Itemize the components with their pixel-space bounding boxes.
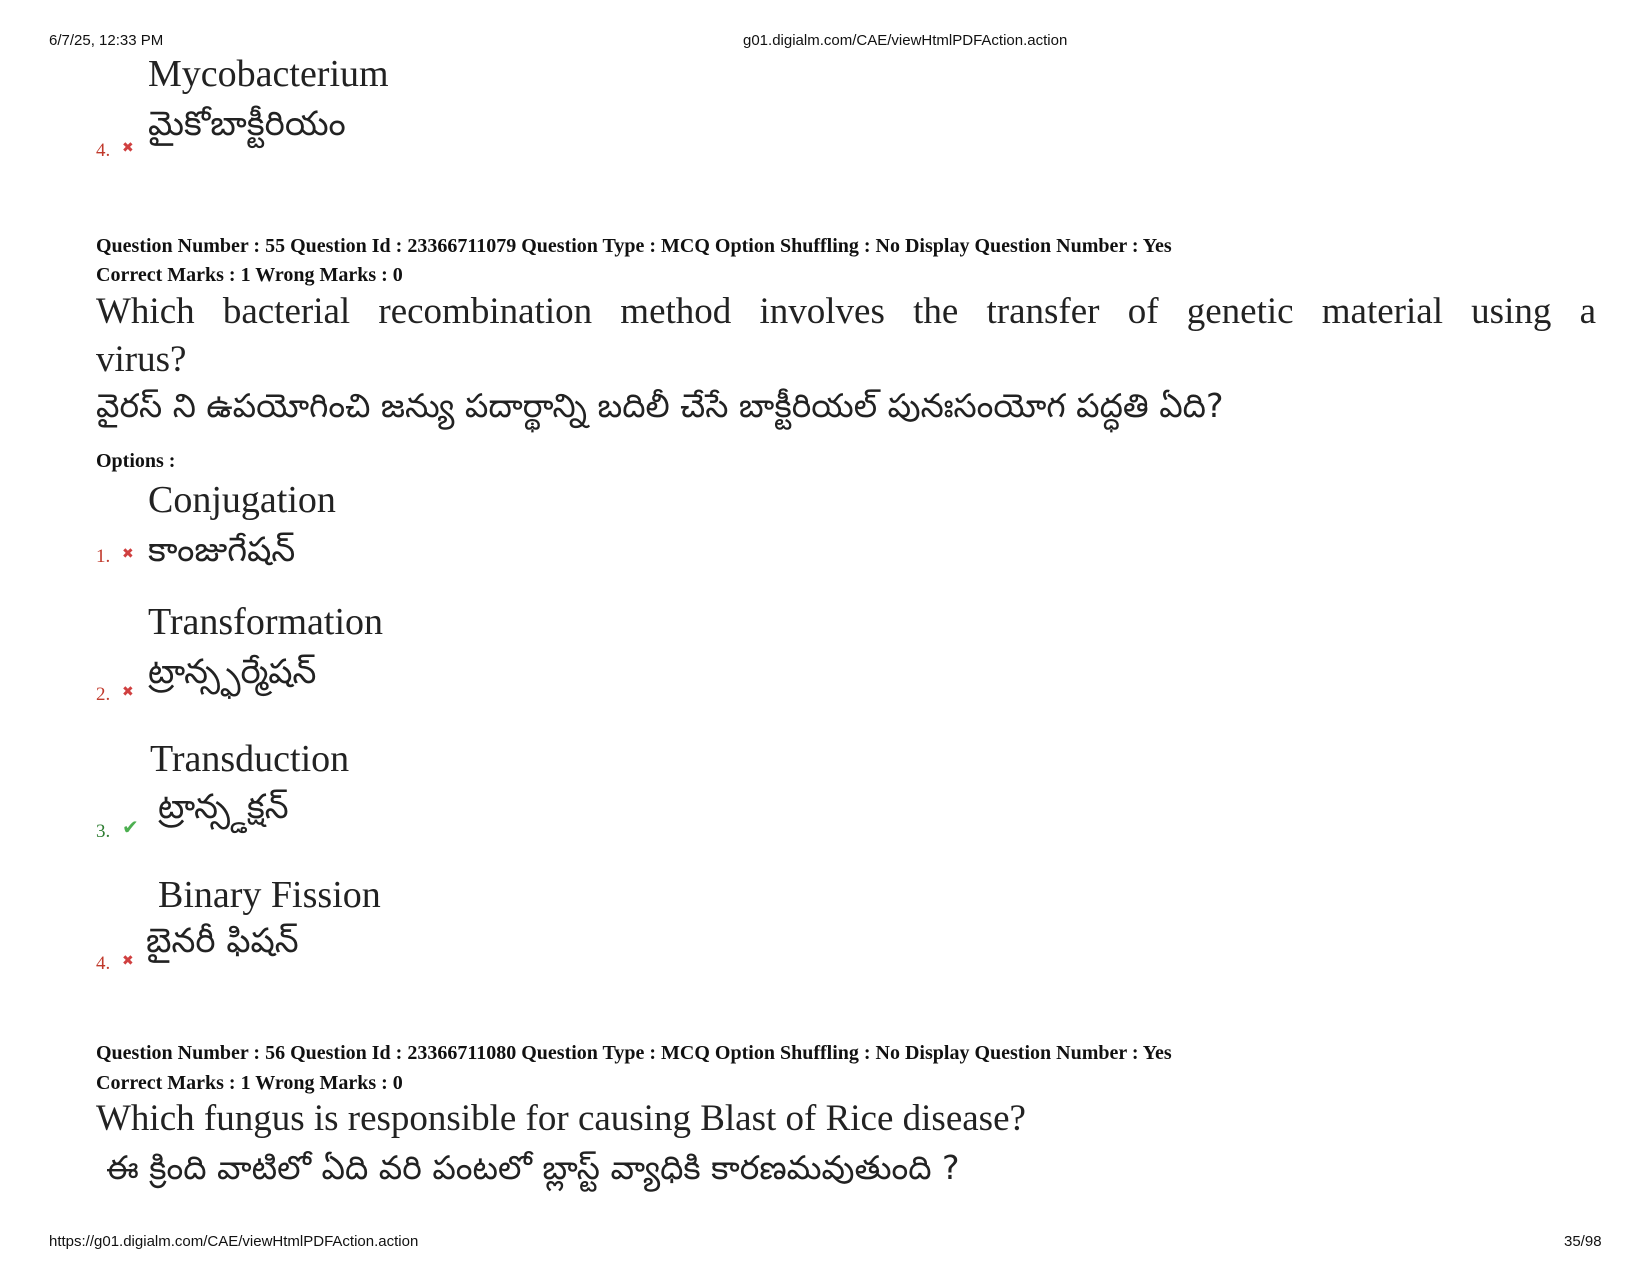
option-number: 4. — [96, 140, 111, 161]
question-marks: Correct Marks : 1 Wrong Marks : 0 — [96, 264, 403, 286]
option-telugu: మైకోబాక్టీరియం — [148, 104, 346, 144]
option-english: Conjugation — [148, 479, 336, 521]
page-number: 35/98 — [1564, 1233, 1602, 1250]
question-text-telugu: ఈ క్రింది వాటిలో ఏది వరి పంటలో బ్లాస్ట్ వ్యాధికి కారణమవుతుంది ? — [106, 1148, 960, 1187]
option-telugu: ట్రాన్స్డక్షన్ — [158, 787, 289, 827]
question-marks: Correct Marks : 1 Wrong Marks : 0 — [96, 1072, 403, 1094]
option-number: 4. — [96, 953, 111, 974]
question-text-line2: virus? — [96, 339, 187, 380]
option-english: Mycobacterium — [148, 53, 389, 95]
footer-url: https://g01.digialm.com/CAE/viewHtmlPDFAction.action — [49, 1233, 419, 1250]
option-english: Transduction — [150, 738, 350, 780]
question-text: Which fungus is responsible for causing Blast of Rice disease? — [96, 1098, 1026, 1139]
option-telugu: కాంజుగేషన్ — [148, 530, 296, 570]
cross-icon: ✖ — [122, 140, 134, 156]
question-meta: Question Number : 56 Question Id : 23366711080 Question Type : MCQ Option Shuffling : No Display Question Number : Yes — [96, 1042, 1172, 1064]
cross-icon: ✖ — [122, 953, 134, 969]
print-datetime: 6/7/25, 12:33 PM — [49, 32, 164, 49]
option-english: Transformation — [148, 601, 384, 643]
option-number: 1. — [96, 546, 111, 567]
option-telugu: బైనరీ ఫిషన్ — [146, 921, 299, 961]
question-meta: Question Number : 55 Question Id : 23366711079 Question Type : MCQ Option Shuffling : No Display Question Number : Yes — [96, 235, 1172, 257]
check-icon: ✔ — [122, 815, 139, 839]
cross-icon: ✖ — [122, 546, 134, 562]
print-url: g01.digialm.com/CAE/viewHtmlPDFAction.action — [743, 32, 1068, 49]
option-number: 2. — [96, 684, 111, 705]
question-text-line1: Which bacterial recombination method involves the transfer of genetic material using a — [96, 291, 1596, 332]
question-text-telugu: వైరస్ ని ఉపయోగించి జన్యు పదార్థాన్ని బదిలీ చేసే బాక్టీరియల్ పునఃసంయోగ పద్ధతి ఏది? — [96, 386, 1224, 425]
option-english: Binary Fission — [158, 874, 381, 916]
option-number: 3. — [96, 821, 111, 842]
option-telugu: ట్రాన్స్ఫర్మేషన్ — [148, 652, 317, 692]
cross-icon: ✖ — [122, 684, 134, 700]
options-label: Options : — [96, 450, 176, 472]
